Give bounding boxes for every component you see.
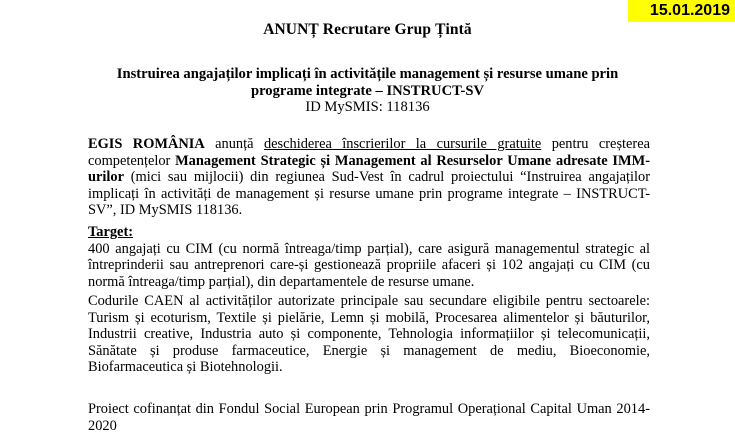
target-heading: Target: <box>88 224 134 240</box>
caen-line-5: Biofarmaceutica și Biotehnologii. <box>88 359 283 376</box>
target-line-2: întreprinderii sau antreprenori care-și gestionează propriile afaceri și 102 angajați cu CIM (cu <box>88 257 650 274</box>
target-line-1: 400 angajați cu CIM (cu normă întreaga/timp parțial), care asigură managementul strategic al <box>88 240 650 257</box>
announcement-line-2-pre: competențelor <box>88 152 176 169</box>
caen-line-4: Sănătate și produse farmaceutice, Energie și management de mediu, Bioeconomie, <box>88 342 650 359</box>
funding-line-2: 2020 <box>88 417 117 434</box>
target-line-3: normă întreaga/timp parțial), din departamentele de resurse umane. <box>88 273 475 290</box>
competencies-bold-text: Management Strategic și Management al Resurselor Umane adresate IMM- <box>175 152 650 169</box>
project-title-block <box>0 66 735 116</box>
funding-line-1: Proiect cofinanțat din Fondul Social European prin Programul Operațional Capital Uman 2014- <box>88 401 650 417</box>
competencies-bold-text-end: urilor <box>88 169 124 186</box>
announcement-line-3 <box>88 169 650 186</box>
caen-line-1: Codurile CAEN al activităților autorizate principale sau secundare eligibile pentru sectoarele: <box>88 293 650 309</box>
announcement-title: ANUNȚ Recrutare Grup Țintă <box>263 21 472 38</box>
enrollment-link-text: deschiderea înscrierilor la cursurile gratuite <box>263 136 542 152</box>
announcement-paragraph <box>88 136 650 219</box>
project-mysmis-id: ID MySMIS: 118136 <box>305 99 430 115</box>
organization-name: EGIS ROMÂNIA <box>88 136 205 152</box>
announcement-line-2 <box>88 153 650 170</box>
caen-line-2: Turism și ecoturism, Textile și pielărie, Lemn și mobilă, Procesarea alimentelor și băuturilor, <box>88 309 650 326</box>
announcement-verb: anunță <box>204 136 264 152</box>
announcement-line-4: implicați în activități de management și resurse umane prin programe integrate – INSTRUCT- <box>88 185 650 202</box>
funding-footer <box>88 401 650 434</box>
date-badge: 15.01.2019 <box>628 0 735 22</box>
announcement-line-3-rest: (mici sau mijlocii) din regiunea Sud-Vest în cadrul proiectului “Instruirea angajaților <box>123 169 650 186</box>
caen-line-3: Industrii creative, Industria auto și componente, Tehnologia informațiilor și telecomunicații, <box>88 326 650 343</box>
project-title-line-1: Instruirea angajaților implicați în activitățile management și resurse umane prin <box>116 66 619 82</box>
announcement-line-1 <box>88 136 650 153</box>
project-title-line-2: programe integrate – INSTRUCT-SV <box>250 82 485 99</box>
caen-section <box>88 293 650 376</box>
announcement-line-1-end: pentru creșterea <box>541 136 650 152</box>
target-section <box>88 224 650 290</box>
announcement-line-5: SV”, ID MySMIS 118136. <box>88 202 243 219</box>
